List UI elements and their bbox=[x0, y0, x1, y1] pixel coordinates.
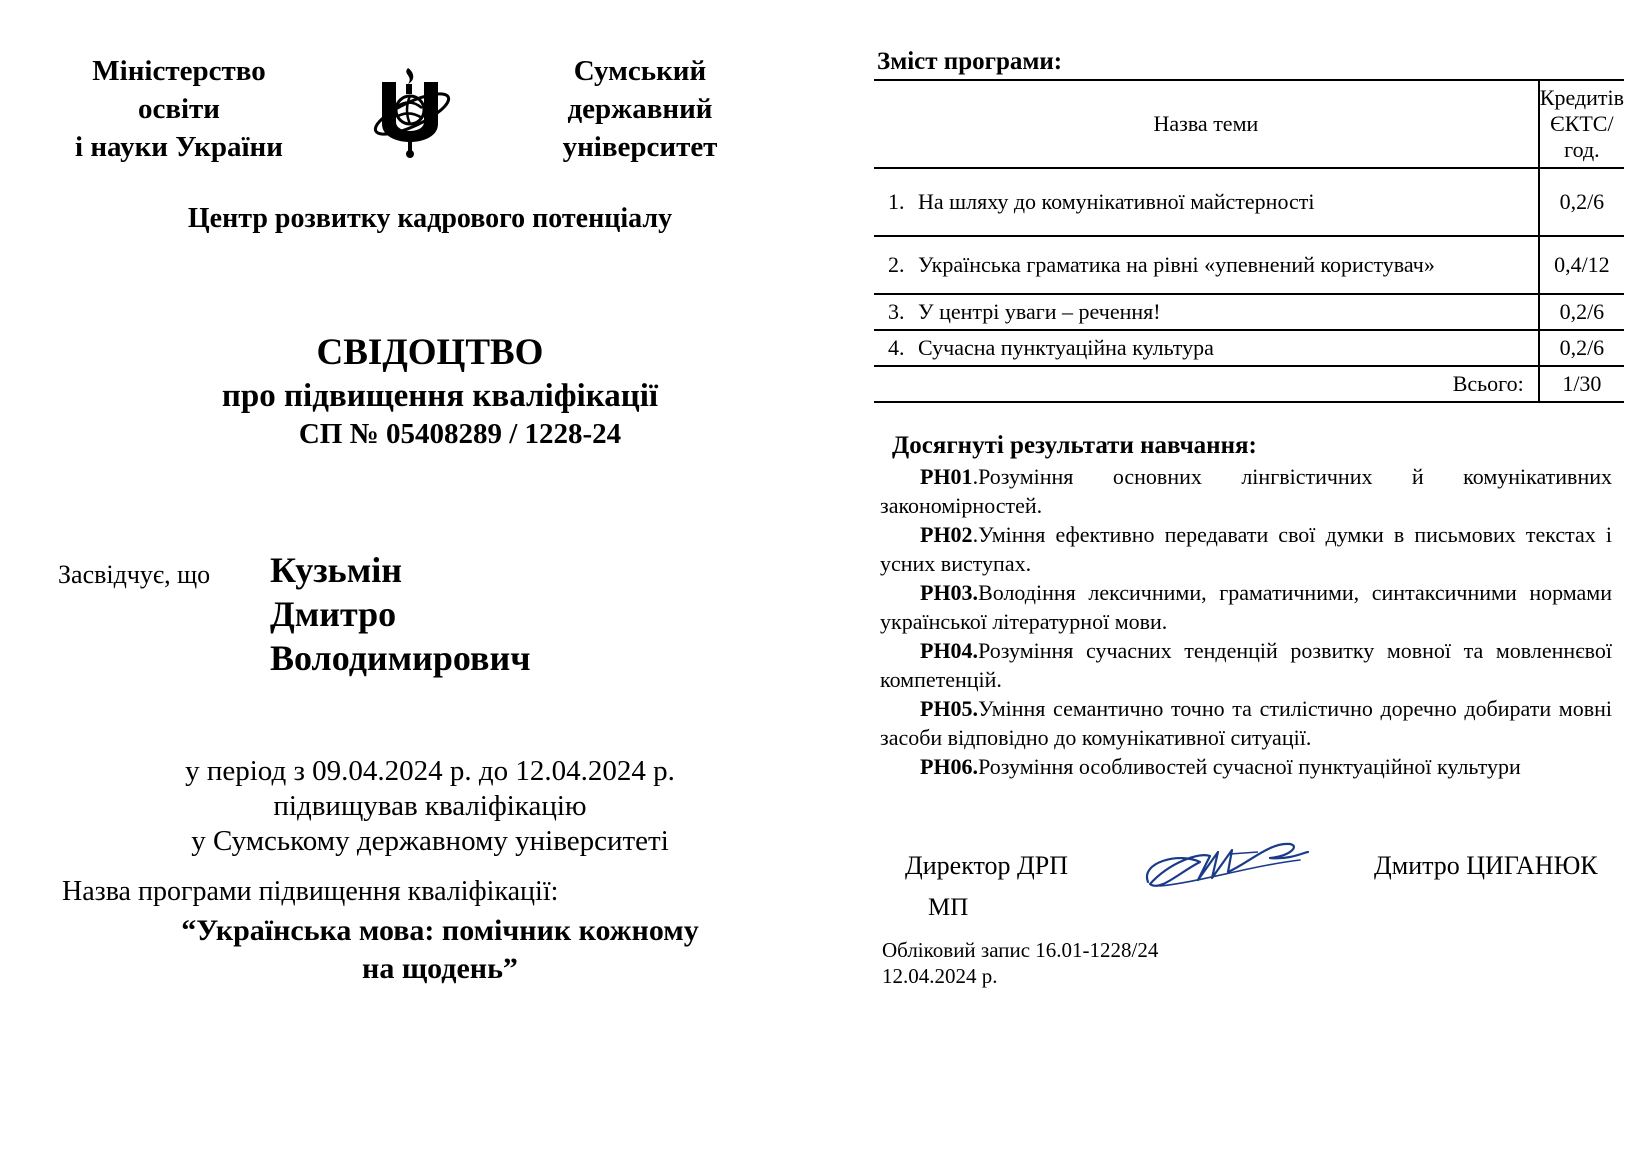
university-name bbox=[540, 52, 740, 166]
ministry-line: освіти bbox=[137, 93, 221, 125]
table-total-row bbox=[874, 366, 1624, 402]
column-header-credits bbox=[1539, 80, 1624, 168]
program-name bbox=[140, 912, 740, 988]
contents-title: Зміст програми: bbox=[877, 48, 1063, 75]
header-credits-line: ЄКТС/ bbox=[1550, 111, 1614, 136]
record-number: Обліковий запис 16.01-1228/24 bbox=[882, 938, 1159, 962]
topic-title: На шляху до комунікативної майстерності bbox=[918, 189, 1315, 214]
result-text: .Розуміння основних лінгвістичних й комунікативних закономірностей. bbox=[880, 464, 1612, 518]
result-code: РН06. bbox=[920, 754, 979, 779]
result-text: Уміння семантично точно та стилістично доречно добирати мовні засоби відповідно до комунікативної ситуації. bbox=[880, 696, 1612, 750]
recipient-surname: Кузьмін bbox=[270, 550, 402, 590]
university-line: Сумський bbox=[573, 55, 707, 87]
topic-cell bbox=[874, 294, 1539, 330]
column-header-topic: Назва теми bbox=[1153, 111, 1259, 136]
credits-cell: 0,4/12 bbox=[1539, 236, 1624, 294]
topic-title: Українська граматика на рівні «упевнений користувач» bbox=[918, 252, 1435, 277]
result-code: РН05. bbox=[920, 696, 979, 721]
list-item bbox=[880, 520, 1612, 578]
table-row bbox=[874, 168, 1624, 236]
result-code: РН02 bbox=[920, 522, 973, 547]
results-title: Досягнуті результати навчання: bbox=[892, 432, 1257, 459]
results-list bbox=[880, 462, 1612, 781]
table-row bbox=[874, 294, 1624, 330]
university-line: державний bbox=[567, 93, 713, 125]
certificate-title: СВІДОЦТВО bbox=[316, 332, 544, 373]
university-line: університет bbox=[562, 131, 718, 163]
result-text: .Уміння ефективно передавати свої думки в письмових текстах і усних виступах. bbox=[880, 522, 1612, 576]
period-line: у Сумському державному університеті bbox=[191, 825, 669, 857]
result-code: РН04. bbox=[920, 638, 979, 663]
topic-number: 2. bbox=[888, 252, 905, 277]
ministry-name bbox=[60, 52, 298, 166]
header-credits-line: год. bbox=[1564, 137, 1600, 162]
signatory-name: Дмитро ЦИГАНЮК bbox=[1374, 851, 1598, 880]
ministry-line: Міністерство bbox=[92, 55, 266, 87]
training-period bbox=[150, 754, 710, 859]
university-emblem-icon bbox=[368, 64, 456, 160]
topic-cell bbox=[874, 330, 1539, 366]
result-code: РН03. bbox=[920, 580, 979, 605]
period-line: у період з 09.04.2024 р. до 12.04.2024 р. bbox=[185, 755, 675, 787]
table-row bbox=[874, 330, 1624, 366]
center-name: Центр розвитку кадрового потенціалу bbox=[187, 203, 673, 234]
list-item bbox=[880, 462, 1612, 520]
contents-table bbox=[874, 79, 1624, 403]
result-text: Розуміння особливостей сучасної пунктуаційної культури bbox=[978, 754, 1521, 779]
credits-cell: 0,2/6 bbox=[1539, 294, 1624, 330]
topic-cell bbox=[874, 236, 1539, 294]
list-item bbox=[880, 694, 1612, 752]
list-item bbox=[880, 578, 1612, 636]
credits-cell: 0,2/6 bbox=[1539, 330, 1624, 366]
credits-cell: 0,2/6 bbox=[1539, 168, 1624, 236]
certificate-subtitle: про підвищення кваліфікації bbox=[221, 378, 659, 414]
period-line: підвищував кваліфікацію bbox=[273, 790, 587, 822]
table-row bbox=[874, 236, 1624, 294]
total-value: 1/30 bbox=[1539, 366, 1624, 402]
list-item bbox=[880, 636, 1612, 694]
signatory-title: Директор ДРП bbox=[905, 851, 1068, 880]
record-entry bbox=[882, 937, 1158, 989]
recipient-patronymic: Володимирович bbox=[270, 638, 531, 678]
topic-title: Сучасна пунктуаційна культура bbox=[918, 335, 1214, 360]
header-credits-line: Кредитів bbox=[1539, 85, 1624, 110]
topic-number: 1. bbox=[888, 189, 905, 214]
handwritten-signature bbox=[1140, 822, 1310, 902]
stamp-label: МП bbox=[928, 894, 969, 921]
record-date: 12.04.2024 р. bbox=[882, 964, 998, 988]
total-label: Всього: bbox=[1452, 371, 1524, 396]
recipient-first-name: Дмитро bbox=[270, 594, 397, 634]
result-text: Розуміння сучасних тенденцій розвитку мовної та мовленнєвої компетенцій. bbox=[880, 638, 1612, 692]
program-name-line: “Українська мова: помічник кожному bbox=[181, 914, 699, 947]
topic-title: У центрі уваги – речення! bbox=[918, 299, 1161, 324]
topic-cell bbox=[874, 168, 1539, 236]
table-header-row bbox=[874, 80, 1624, 168]
result-text: Володіння лексичними, граматичними, синтаксичними нормами української літературної мови. bbox=[880, 580, 1612, 634]
program-name-line: на щодень” bbox=[362, 952, 518, 985]
recipient-name bbox=[270, 548, 531, 680]
topic-number: 3. bbox=[888, 299, 905, 324]
result-code: РН01 bbox=[920, 464, 973, 489]
program-label: Назва програми підвищення кваліфікації: bbox=[62, 876, 559, 907]
ministry-line: і науки України bbox=[75, 131, 283, 163]
list-item bbox=[880, 752, 1612, 781]
topic-number: 4. bbox=[888, 335, 905, 360]
certifies-label: Засвідчує, що bbox=[58, 560, 211, 589]
certificate-number: СП № 05408289 / 1228-24 bbox=[298, 418, 622, 450]
